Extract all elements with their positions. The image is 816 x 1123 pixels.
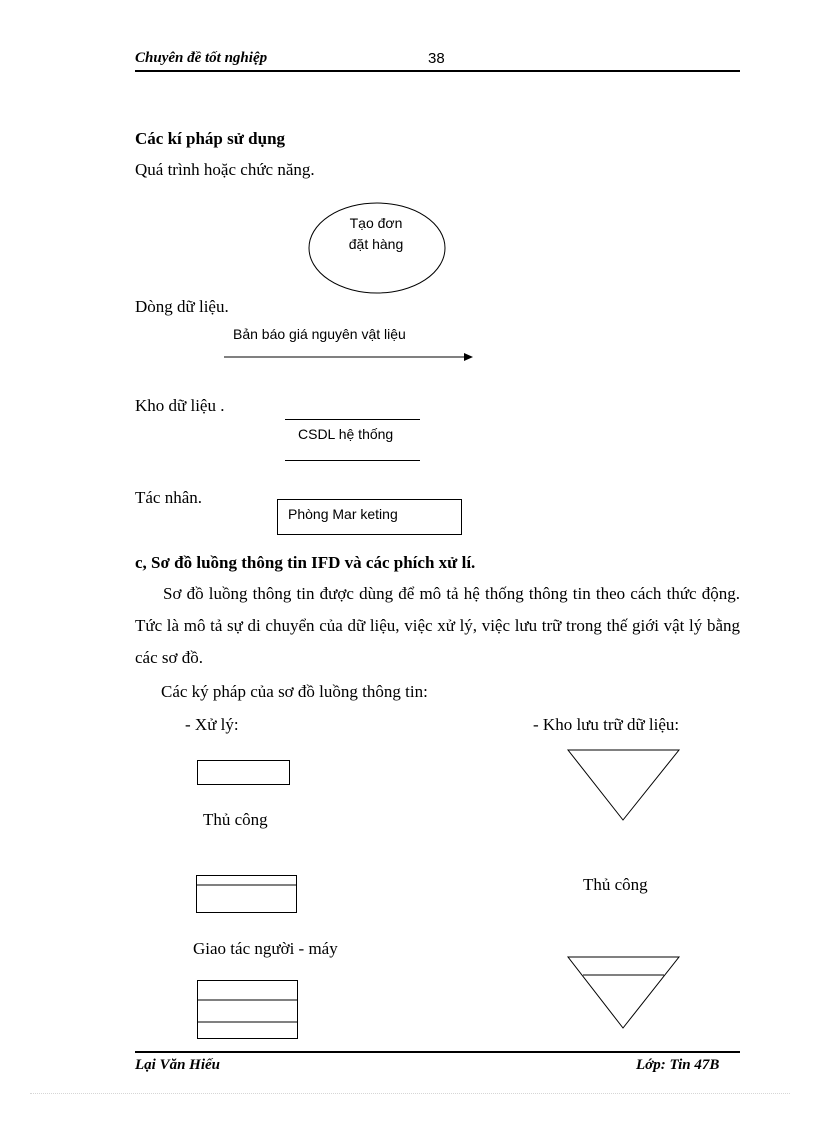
computer-process-box (197, 980, 299, 1040)
human-machine-label: Giao tác người - máy (193, 939, 338, 958)
manual-right-label: Thủ công (583, 875, 648, 894)
store-bottom-line (285, 460, 420, 461)
manual-storage-triangle-icon (566, 748, 682, 824)
manual-left-label: Thủ công (203, 810, 268, 829)
manual-process-box (197, 760, 290, 785)
ifd-intro: Các ký pháp của sơ đồ luồng thông tin: (161, 682, 428, 701)
symbols-heading: Các kí pháp sử dụng (135, 129, 286, 148)
flow-arrow-text: Bản báo giá nguyên vật liệu (233, 326, 406, 342)
process-ellipse-line1: Tạo đơn (349, 215, 403, 231)
footer-rule (135, 1051, 740, 1053)
ifd-paragraph: Sơ đồ luồng thông tin được dùng để mô tả hệ thống thông tin theo cách thức động. Tức là mô tả sự di chuyển của dữ liệu, việc xử lý, việc lưu trữ trong thế giới vật lý bằng các sơ đồ. (135, 584, 740, 667)
process-label: Quá trình hoặc chức năng. (135, 160, 315, 179)
computer-storage-triangle-icon (566, 955, 682, 1031)
footer-class: Lớp: Tin 47B (636, 1057, 720, 1073)
process-ellipse-line2: đặt hàng (348, 236, 404, 252)
actor-box-text: Phòng Mar keting (288, 506, 398, 522)
store-label: Kho dữ liệu . (135, 396, 225, 415)
store-top-line (285, 419, 420, 420)
page-bottom-dotted-line (30, 1093, 790, 1094)
store-text: CSDL hệ thống (298, 426, 394, 442)
header-title: Chuyên đề tốt nghiệp (135, 50, 268, 66)
page-number: 38 (428, 50, 445, 67)
left-heading: - Xử lý: (185, 715, 239, 734)
header-rule (135, 70, 740, 72)
data-flow-arrow-icon (223, 350, 478, 364)
ifd-heading: c, Sơ đồ luồng thông tin IFD và các phích xử lí. (135, 553, 476, 572)
human-machine-process-box (196, 875, 298, 914)
flow-label: Dòng dữ liệu. (135, 297, 229, 316)
right-heading: - Kho lưu trữ dữ liệu: (533, 715, 680, 734)
actor-label: Tác nhân. (135, 488, 203, 507)
footer-author: Lại Văn Hiếu (135, 1057, 221, 1073)
